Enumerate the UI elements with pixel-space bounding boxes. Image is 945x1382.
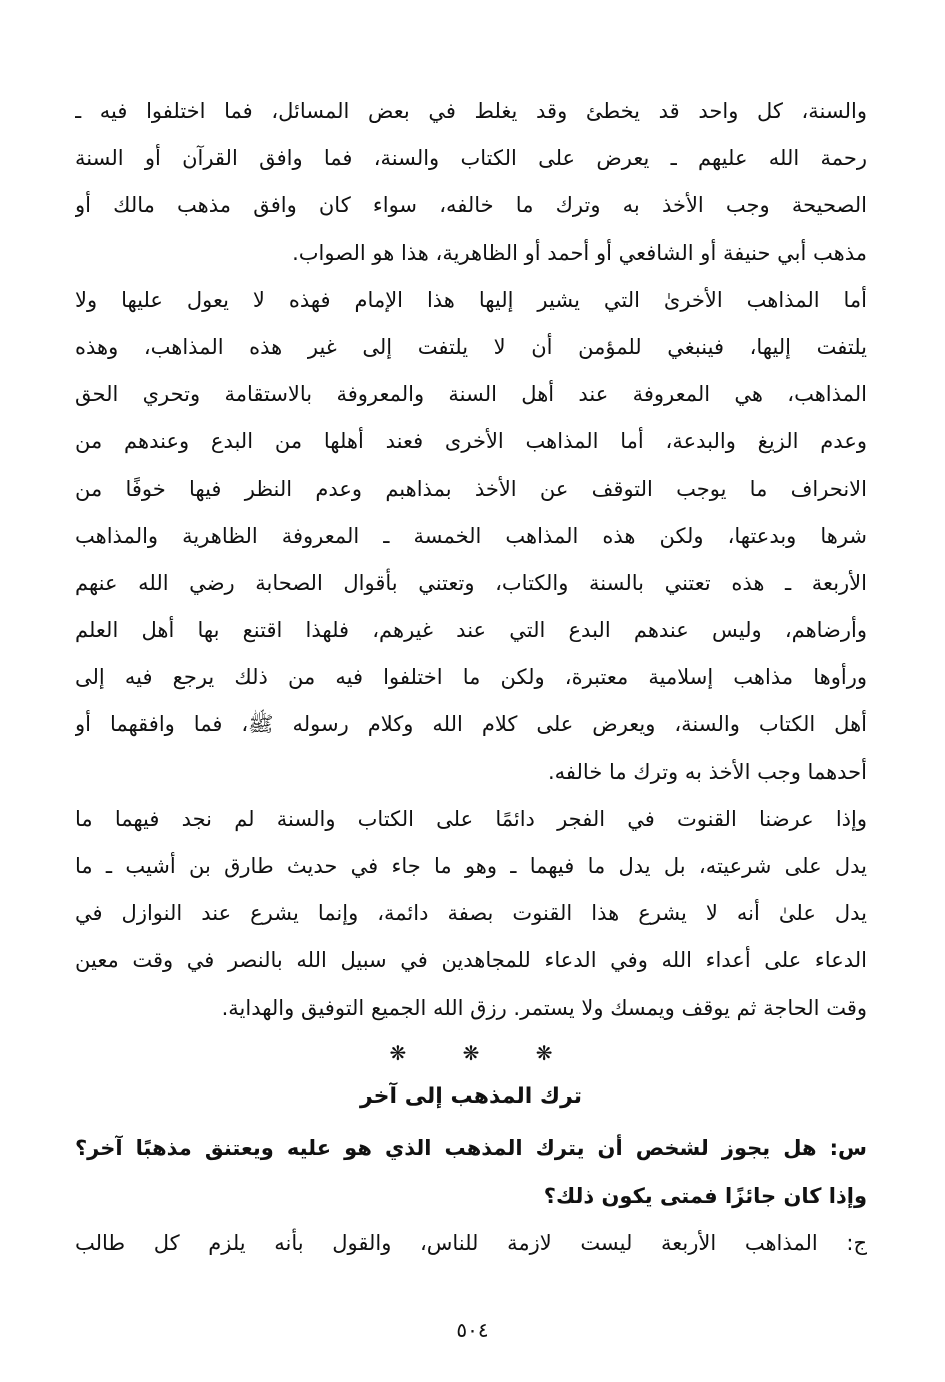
text-line: أما المذاهب الأخرىٰ التي يشير إليها هذا الإمام فهذه لا يعول عليها ولا — [75, 287, 867, 312]
question-line-1: س: هل يجوز لشخص أن يترك المذهب الذي هو عليه ويعتنق مذهبًا آخر؟ — [75, 1135, 867, 1160]
question-line-2: وإذا كان جائزًا فمتى يكون ذلك؟ — [543, 1183, 867, 1208]
text-line: مذهب أبي حنيفة أو الشافعي أو أحمد أو الظاهرية، هذا هو الصواب. — [292, 240, 867, 265]
body-paragraphs — [75, 88, 867, 1032]
text-line: أحدهما وجب الأخذ به وترك ما خالفه. — [547, 759, 867, 784]
text-line: ورأوها مذاهب إسلامية معتبرة، ولكن ما اختلفوا فيه من ذلك يرجع فيه إلى — [75, 665, 867, 690]
text-line: الانحراف ما يوجب التوقف عن الأخذ بمذاهبم وعدم النظر فيها خوفًا من — [75, 476, 867, 501]
page-number: ٥٠٤ — [456, 1318, 489, 1342]
text-line: وإذا عرضنا القنوت في الفجر دائمًا على الكتاب والسنة لم نجد فيهما ما — [75, 806, 867, 831]
text-line: أهل الكتاب والسنة، ويعرض على كلام الله وكلام رسوله ﷺ، فما وافقهما أو — [75, 712, 867, 737]
text-line: الصحيحة وجب الأخذ به وترك ما خالفه، سواء كان وافق مذهب مالك أو — [75, 193, 867, 218]
text-line: المذاهب، هي المعروفة عند أهل السنة والمعروفة بالاستقامة وتحري الحق — [75, 382, 867, 407]
section-separator: ❋ ❋ ❋ — [389, 1040, 553, 1065]
text-line: وعدم الزيغ والبدعة، أما المذاهب الأخرى فعند أهلها من البدع وعندهم من — [75, 429, 867, 454]
text-line: وأرضاهم، وليس عندهم البدع التي عند غيرهم، فلهذا اقتنع بها أهل العلم — [75, 618, 867, 643]
answer-line: ج: المذاهب الأربعة ليست لازمة للناس، والقول بأنه يلزم كل طالب — [75, 1230, 867, 1255]
text-line: رحمة الله عليهم ـ يعرض على الكتاب والسنة، فما وافق القرآن أو السنة — [75, 146, 867, 171]
section-heading: ترك المذهب إلى آخر — [359, 1083, 583, 1109]
text-line: يدل علىٰ أنه لا يشرع هذا القنوت بصفة دائمة، وإنما يشرع عند النوازل في — [75, 901, 867, 926]
page-text — [75, 88, 867, 1267]
text-line: الأربعة ـ هذه تعتني بالسنة والكتاب، وتعتني بأقوال الصحابة رضي الله عنهم — [75, 570, 867, 595]
text-line: شرها وبدعتها، ولكن هذه المذاهب الخمسة ـ المعروفة الظاهرية والمذاهب — [75, 523, 867, 548]
text-line: وقت الحاجة ثم يوقف ويمسك ولا يستمر. رزق الله الجميع التوفيق والهداية. — [221, 995, 867, 1020]
text-line: يلتفت إليها، فينبغي للمؤمن أن لا يلتفت إلى غير هذه المذاهب، وهذه — [75, 334, 867, 359]
text-line: الدعاء على أعداء الله وفي الدعاء للمجاهدين في سبيل الله بالنصر في وقت معين — [75, 948, 867, 973]
text-line: يدل على شرعيته، بل يدل ما فيهما ـ وهو ما جاء في حديث طارق بن أشيب ـ ما — [75, 854, 867, 878]
text-line: والسنة، كل واحد قد يخطئ وقد يغلط في بعض المسائل، فما اختلفوا فيه ـ — [75, 99, 867, 123]
